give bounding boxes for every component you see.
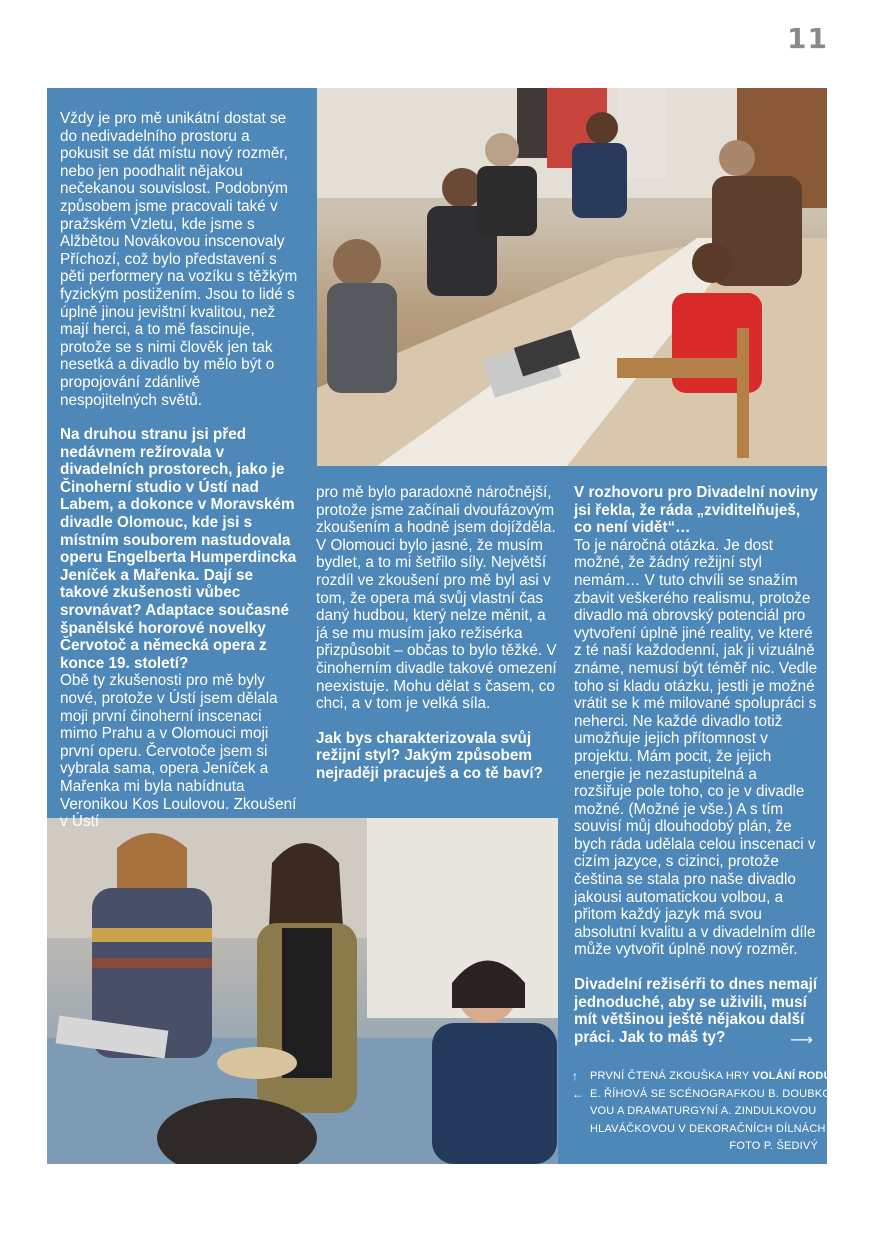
article-column-1 [60,110,300,831]
continue-arrow-icon: ⟶ [790,1030,813,1049]
arrow-left-icon: ← [572,1086,585,1101]
article-column-2 [316,484,560,783]
interview-question: V rozhovoru pro Divadelní noviny jsi řekla, že ráda „zviditelňuješ, co není vidět“… [574,484,818,537]
caption-text: PRVNÍ ČTENÁ ZKOUŠKA HRY [590,1070,753,1082]
workshop-photo [47,818,558,1164]
photo-illustration [317,88,827,466]
arrow-up-icon: ↑ [572,1069,579,1083]
caption-line: HLAVÁČKOVOU V DEKORAČNÍCH DÍLNÁCH [590,1122,826,1135]
interview-question: Divadelní režisérři to dnes nemají jednoduché, aby se uživili, musí mít většinou ještě nějakou další práci. Jak to máš ty? [574,976,818,1046]
article-column-3 [574,484,818,1046]
interview-question: Jak bys charakterizovala svůj režijní styl? Jakým způsobem nejraději pracuješ a co tě baví? [316,729,543,782]
caption-line [572,1068,832,1086]
caption-line: VOU A DRAMATURGYNÍ A. ZINDULKOVOU [590,1105,817,1117]
paragraph: Obě ty zkušenosti pro mě byly nové, protože v Ústí jsem dělala moji první činoherní inscenaci mimo Prahu a v Olomouci moji první operu. Červotoče jsem si vybrala sama, opera Jeníček a Mařenka mi byla nabídnuta Veronikou Kos Loulovou. Zkoušení v Ústí [60,672,297,831]
caption-line [572,1086,835,1104]
photo-credit: FOTO P. ŠEDIVÝ [729,1140,818,1152]
photo-caption [572,1068,835,1156]
paragraph: To je náročná otázka. Je dost možné, že žádný režijní styl nemám… V tuto chvíli se snažím zbavit veškerého realismu, protože divadlo má obrovský potenciál pro vytvoření úplně jiné reality, ve které z té naší každodenní, jak ji vizuálně známe, nemusí být téměř nic. Vedle toho si kladu otázku, jestli je možné vrátit se k mé milované spolupráci s neherci. Ne každé divadlo totiž umožňuje jejich přítomnost v projektu. Mám pocit, že jejich energie je nezastupitelná a rozšiřuje pole toho, co je v divadle možné. (Možné je vše.) A s tím souvisí můj dlouhodobý plán, že bych ráda udělala celou inscenaci v cizím jazyce, s cizinci, protože čeština se stala pro naše divadlo jakousi automatickou volbou, a přitom každý jazyk má svou absolutní kvalitu a v divadelním díle může vytvořit úplně nový rozměr. [574,536,818,959]
photo-illustration-2 [47,818,558,1164]
page-number: 11 [787,22,828,55]
paragraph: Vždy je pro mě unikátní dostat se do nedivadelního prostoru a pokusit se dát místu nový rozměr, nebo jen poodhalit nějakou nečekanou souvislost. Podobným způsobem jsme pracovali také v pražském Vzletu, kde jsme s Alžbětou Novákovou inscenovaly Příchozí, což bylo představení s pěti performery na vozíku s těžkým fyzickým postižením. Jsou to lidé s úplně jinou jevištní kvalitou, než mají herci, a to mě fascinuje, protože se s nimi člověk jen tak nesetká a divadlo by mělo být o propojování zdánlivě nespojitelných světů. [60,110,298,409]
play-title: VOLÁNÍ RODU [752,1070,832,1082]
caption-text: E. ŘÍHOVÁ SE SCÉNOGRAFKOU B. DOUBKO- [590,1087,835,1100]
paragraph: pro mě bylo paradoxně náročnější, protože jsme začínali dvoufázovým zkoušením a hodně jsem dojížděla. V Olomouci bylo jasné, že musím bydlet, a to mi šetřilo síly. Největší rozdíl ve zkoušení pro mě byl asi v tom, že opera má svůj vlastní čas daný hudbou, který nelze měnit, a já se mu musím jako režisérka přizpůsobit – občas to bylo těžké. V činoherním divadle takové omezení neexistuje. Mohu dělat s časem, co chci, a v tom je velká síla. [316,484,557,713]
interview-question: Na druhou stranu jsi před nedávnem režírovala v divadelních prostorech, jako je Činoherní studio v Ústí nad Labem, a dokonce v Moravském divadle Olomouc, kde jsi s místním souborem nastudovala operu Engelberta Humperdincka Jeníček a Mařenka. Dají se takové zkušenosti vůbec srovnávat? Adaptace současné španělské hororové novelky Červotoč a německá opera z konce 19. století? [60,426,297,672]
rehearsal-table-photo [317,88,827,466]
